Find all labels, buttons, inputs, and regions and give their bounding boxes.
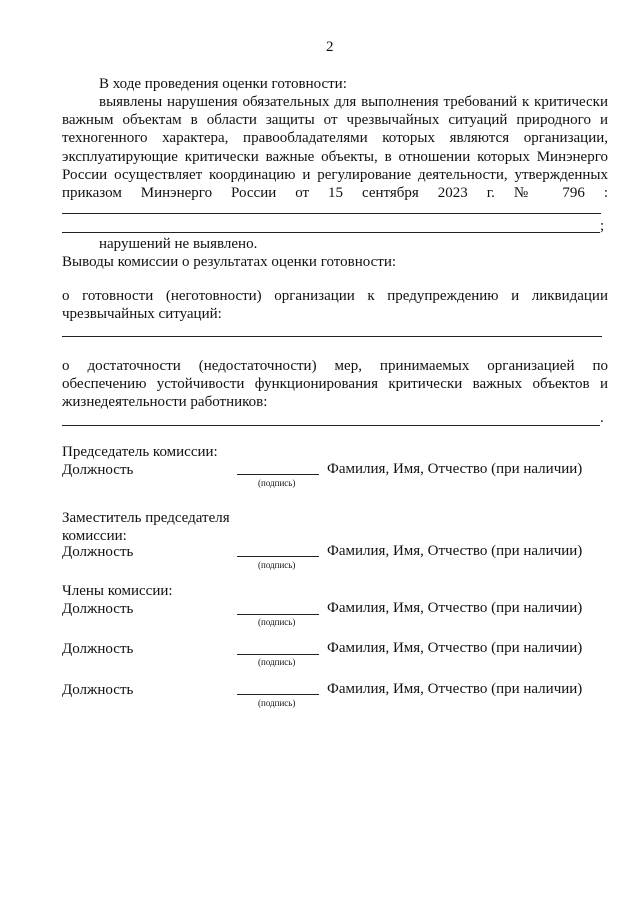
full-name-label: Фамилия, Имя, Отчество (при наличии) [327,681,583,697]
full-name-label: Фамилия, Имя, Отчество (при наличии) [327,600,583,616]
signature-caption: (подпись) [258,560,296,570]
members-title: Члены комиссии: [62,583,173,599]
signature-caption: (подпись) [258,657,296,667]
readiness-line: чрезвычайных ситуаций: [62,306,222,323]
chairman-title: Председатель комиссии: [62,444,218,460]
violations-line: эксплуатирующие критически важные объекты, в отношении которых Минэнерго [62,148,608,165]
sufficiency-line: о достаточности (недостаточности) мер, принимаемых организацией по [62,358,608,374]
fill-line [62,213,601,214]
signature-caption: (подпись) [258,698,296,708]
sufficiency-paragraph [62,357,608,412]
signature-line [237,556,319,557]
signature-line [237,474,319,475]
sufficiency-line: жизнедеятельности работников: [62,394,268,411]
signature-line [237,614,319,615]
position-label: Должность [62,682,134,698]
violations-line: важным объектам в области защиты от чрезвычайных ситуаций природного и [62,112,608,129]
no-violations-text: нарушений не выявлено. [99,236,258,252]
deputy-title-cont: комиссии: [62,528,127,544]
violations-paragraph [62,93,608,202]
violations-line: выявлены нарушения обязательных для выполнения требований к критически [99,94,608,110]
sufficiency-line: обеспечению устойчивости функционирования критически важных объектов и [62,376,608,393]
period: . [600,410,604,426]
signature-caption: (подпись) [258,617,296,627]
signature-line [237,654,319,655]
violations-line: России осуществляет координацию и регулирование деятельности, утвержденных [62,166,608,183]
position-label: Должность [62,601,134,617]
position-label: Должность [62,462,134,478]
position-label: Должность [62,641,134,657]
full-name-label: Фамилия, Имя, Отчество (при наличии) [327,640,583,656]
position-label: Должность [62,544,134,560]
full-name-label: Фамилия, Имя, Отчество (при наличии) [327,461,583,477]
semicolon: ; [600,218,605,234]
violations-line: техногенного характера, правообладателями которых являются организации, [62,130,608,147]
full-name-label: Фамилия, Имя, Отчество (при наличии) [327,543,583,559]
conclusions-heading: Выводы комиссии о результатах оценки готовности: [62,254,397,270]
fill-line [62,425,600,426]
deputy-title: Заместитель председателя [62,510,230,526]
page-number: 2 [326,39,334,55]
fill-line [62,336,602,337]
readiness-line: о готовности (неготовности) организации к предупреждению и ликвидации [62,288,608,304]
signature-caption: (подпись) [258,478,296,488]
readiness-paragraph [62,287,608,323]
intro-line: В ходе проведения оценки готовности: [99,76,347,92]
violations-line: приказом Минэнерго России от 15 сентября 2023 г. № 796 : [62,185,608,202]
fill-line [62,232,600,233]
signature-line [237,694,319,695]
